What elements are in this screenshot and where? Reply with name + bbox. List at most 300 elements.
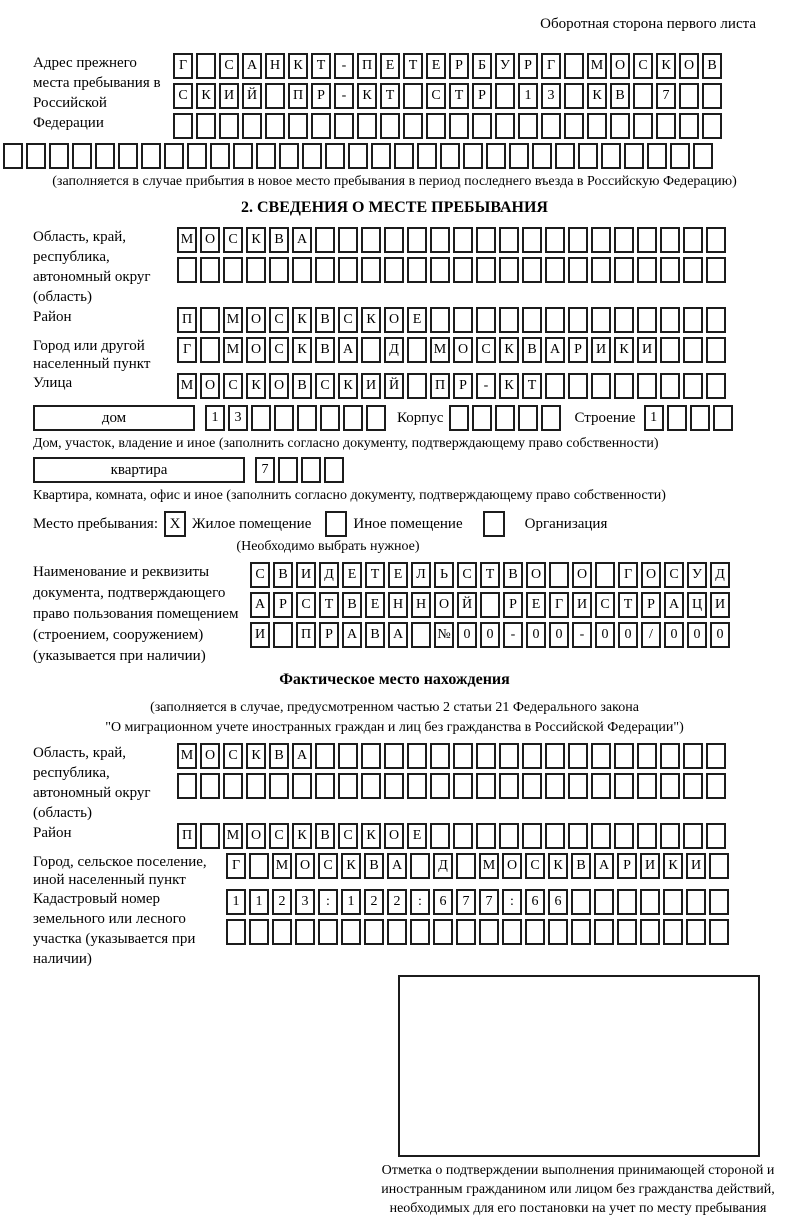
char-cell[interactable] <box>594 889 614 915</box>
char-cell[interactable] <box>348 143 368 169</box>
char-cell[interactable] <box>177 773 197 799</box>
char-cell[interactable]: 6 <box>548 889 568 915</box>
char-cell[interactable]: К <box>246 227 266 253</box>
char-cell[interactable] <box>614 823 634 849</box>
char-cell[interactable] <box>265 113 285 139</box>
char-cell[interactable] <box>660 337 680 363</box>
char-cell[interactable]: К <box>341 853 361 879</box>
char-cell[interactable] <box>667 405 687 431</box>
char-cell[interactable] <box>430 307 450 333</box>
char-cell[interactable] <box>683 773 703 799</box>
char-cell[interactable]: У <box>495 53 515 79</box>
char-cell[interactable] <box>683 823 703 849</box>
char-cell[interactable]: О <box>610 53 630 79</box>
char-cell[interactable] <box>453 773 473 799</box>
char-cell[interactable] <box>164 143 184 169</box>
char-cell[interactable]: Е <box>407 307 427 333</box>
char-cell[interactable]: М <box>177 743 197 769</box>
char-cell[interactable] <box>614 743 634 769</box>
char-cell[interactable] <box>453 257 473 283</box>
char-cell[interactable] <box>338 257 358 283</box>
char-cell[interactable] <box>545 743 565 769</box>
char-cell[interactable]: М <box>223 337 243 363</box>
char-cell[interactable]: В <box>503 562 523 588</box>
char-cell[interactable]: 0 <box>710 622 730 648</box>
char-cell[interactable]: 2 <box>387 889 407 915</box>
char-cell[interactable]: С <box>525 853 545 879</box>
char-cell[interactable] <box>614 227 634 253</box>
char-cell[interactable]: Т <box>380 83 400 109</box>
char-cell[interactable]: К <box>663 853 683 879</box>
char-cell[interactable]: Е <box>407 823 427 849</box>
char-cell[interactable]: А <box>292 743 312 769</box>
char-cell[interactable]: 6 <box>433 889 453 915</box>
char-cell[interactable]: : <box>502 889 522 915</box>
char-cell[interactable] <box>278 457 298 483</box>
char-cell[interactable]: С <box>338 823 358 849</box>
char-cell[interactable] <box>219 113 239 139</box>
char-cell[interactable] <box>706 257 726 283</box>
char-cell[interactable] <box>656 113 676 139</box>
char-cell[interactable]: Г <box>226 853 246 879</box>
char-cell[interactable]: О <box>641 562 661 588</box>
char-cell[interactable]: А <box>342 622 362 648</box>
char-cell[interactable]: 1 <box>518 83 538 109</box>
char-cell[interactable]: О <box>200 743 220 769</box>
char-cell[interactable] <box>637 373 657 399</box>
char-cell[interactable] <box>564 83 584 109</box>
char-cell[interactable]: Й <box>384 373 404 399</box>
char-cell[interactable] <box>568 307 588 333</box>
char-cell[interactable] <box>430 773 450 799</box>
char-cell[interactable] <box>476 257 496 283</box>
char-cell[interactable]: М <box>177 373 197 399</box>
char-cell[interactable] <box>430 257 450 283</box>
char-cell[interactable]: Е <box>342 562 362 588</box>
char-cell[interactable] <box>295 919 315 945</box>
char-cell[interactable]: К <box>361 823 381 849</box>
char-cell[interactable] <box>315 227 335 253</box>
char-cell[interactable]: 0 <box>549 622 569 648</box>
char-cell[interactable]: В <box>342 592 362 618</box>
char-cell[interactable] <box>407 227 427 253</box>
char-cell[interactable]: 0 <box>595 622 615 648</box>
char-cell[interactable]: - <box>476 373 496 399</box>
char-cell[interactable]: Т <box>618 592 638 618</box>
char-cell[interactable] <box>522 823 542 849</box>
char-cell[interactable] <box>384 773 404 799</box>
char-cell[interactable] <box>495 83 515 109</box>
char-cell[interactable]: К <box>357 83 377 109</box>
char-cell[interactable]: 2 <box>272 889 292 915</box>
char-cell[interactable] <box>338 743 358 769</box>
char-cell[interactable]: В <box>315 337 335 363</box>
char-cell[interactable] <box>430 823 450 849</box>
char-cell[interactable]: Д <box>710 562 730 588</box>
char-cell[interactable] <box>640 889 660 915</box>
char-cell[interactable] <box>187 143 207 169</box>
char-cell[interactable] <box>472 113 492 139</box>
char-cell[interactable] <box>686 889 706 915</box>
char-cell[interactable] <box>499 743 519 769</box>
char-cell[interactable] <box>617 889 637 915</box>
char-cell[interactable]: О <box>200 227 220 253</box>
char-cell[interactable]: М <box>177 227 197 253</box>
char-cell[interactable] <box>341 919 361 945</box>
char-cell[interactable]: К <box>499 373 519 399</box>
char-cell[interactable] <box>226 919 246 945</box>
char-cell[interactable]: И <box>640 853 660 879</box>
char-cell[interactable]: В <box>365 622 385 648</box>
char-cell[interactable]: 0 <box>687 622 707 648</box>
char-cell[interactable]: 6 <box>525 889 545 915</box>
char-cell[interactable]: 0 <box>618 622 638 648</box>
char-cell[interactable] <box>693 143 713 169</box>
char-cell[interactable] <box>683 227 703 253</box>
char-cell[interactable] <box>384 257 404 283</box>
char-cell[interactable] <box>706 227 726 253</box>
char-cell[interactable] <box>407 773 427 799</box>
char-cell[interactable]: О <box>434 592 454 618</box>
char-cell[interactable] <box>301 457 321 483</box>
char-cell[interactable]: Г <box>549 592 569 618</box>
char-cell[interactable] <box>568 227 588 253</box>
char-cell[interactable] <box>200 823 220 849</box>
char-cell[interactable] <box>200 773 220 799</box>
char-cell[interactable]: Ц <box>687 592 707 618</box>
char-cell[interactable]: И <box>686 853 706 879</box>
char-cell[interactable] <box>200 307 220 333</box>
char-cell[interactable] <box>591 373 611 399</box>
char-cell[interactable] <box>430 743 450 769</box>
char-cell[interactable] <box>411 622 431 648</box>
char-cell[interactable] <box>709 919 729 945</box>
char-cell[interactable] <box>407 743 427 769</box>
char-cell[interactable] <box>223 257 243 283</box>
char-cell[interactable]: - <box>334 83 354 109</box>
char-cell[interactable]: В <box>610 83 630 109</box>
char-cell[interactable] <box>49 143 69 169</box>
char-cell[interactable]: А <box>242 53 262 79</box>
char-cell[interactable]: М <box>479 853 499 879</box>
char-cell[interactable] <box>548 919 568 945</box>
char-cell[interactable] <box>433 919 453 945</box>
char-cell[interactable] <box>637 307 657 333</box>
char-cell[interactable] <box>568 743 588 769</box>
char-cell[interactable]: К <box>292 307 312 333</box>
char-cell[interactable] <box>637 773 657 799</box>
char-cell[interactable] <box>706 307 726 333</box>
char-cell[interactable] <box>624 143 644 169</box>
char-cell[interactable]: И <box>250 622 270 648</box>
char-cell[interactable] <box>196 113 216 139</box>
char-cell[interactable] <box>595 562 615 588</box>
char-cell[interactable] <box>670 143 690 169</box>
char-cell[interactable]: Г <box>541 53 561 79</box>
char-cell[interactable]: Т <box>311 53 331 79</box>
char-cell[interactable] <box>660 743 680 769</box>
char-cell[interactable] <box>617 919 637 945</box>
char-cell[interactable]: П <box>430 373 450 399</box>
char-cell[interactable] <box>522 743 542 769</box>
char-cell[interactable]: Н <box>388 592 408 618</box>
char-cell[interactable]: Р <box>641 592 661 618</box>
char-cell[interactable]: 0 <box>664 622 684 648</box>
char-cell[interactable]: - <box>503 622 523 648</box>
char-cell[interactable]: Г <box>177 337 197 363</box>
char-cell[interactable]: С <box>296 592 316 618</box>
char-cell[interactable]: И <box>591 337 611 363</box>
char-cell[interactable]: К <box>548 853 568 879</box>
char-cell[interactable] <box>394 143 414 169</box>
char-cell[interactable] <box>591 227 611 253</box>
char-cell[interactable] <box>403 113 423 139</box>
char-cell[interactable] <box>384 743 404 769</box>
char-cell[interactable] <box>518 113 538 139</box>
char-cell[interactable] <box>545 307 565 333</box>
char-cell[interactable] <box>532 143 552 169</box>
char-cell[interactable] <box>683 307 703 333</box>
char-cell[interactable] <box>545 257 565 283</box>
char-cell[interactable]: А <box>594 853 614 879</box>
char-cell[interactable]: В <box>269 743 289 769</box>
char-cell[interactable] <box>614 257 634 283</box>
char-cell[interactable] <box>614 307 634 333</box>
char-cell[interactable] <box>679 113 699 139</box>
char-cell[interactable] <box>403 83 423 109</box>
char-cell[interactable] <box>601 143 621 169</box>
char-cell[interactable]: М <box>587 53 607 79</box>
char-cell[interactable]: К <box>614 337 634 363</box>
char-cell[interactable]: О <box>679 53 699 79</box>
char-cell[interactable]: И <box>219 83 239 109</box>
char-cell[interactable]: И <box>710 592 730 618</box>
char-cell[interactable]: В <box>522 337 542 363</box>
char-cell[interactable]: Е <box>526 592 546 618</box>
char-cell[interactable] <box>706 743 726 769</box>
char-cell[interactable] <box>318 919 338 945</box>
char-cell[interactable]: С <box>250 562 270 588</box>
char-cell[interactable] <box>233 143 253 169</box>
char-cell[interactable]: С <box>269 823 289 849</box>
char-cell[interactable] <box>453 743 473 769</box>
char-cell[interactable]: В <box>269 227 289 253</box>
char-cell[interactable] <box>251 405 271 431</box>
char-cell[interactable]: О <box>200 373 220 399</box>
char-cell[interactable]: 1 <box>341 889 361 915</box>
char-cell[interactable] <box>315 257 335 283</box>
char-cell[interactable] <box>26 143 46 169</box>
char-cell[interactable] <box>706 373 726 399</box>
char-cell[interactable] <box>272 919 292 945</box>
char-cell[interactable] <box>288 113 308 139</box>
char-cell[interactable]: Е <box>380 53 400 79</box>
char-cell[interactable] <box>633 83 653 109</box>
char-cell[interactable] <box>279 143 299 169</box>
char-cell[interactable] <box>173 113 193 139</box>
char-cell[interactable]: М <box>430 337 450 363</box>
char-cell[interactable]: П <box>288 83 308 109</box>
char-cell[interactable] <box>647 143 667 169</box>
char-cell[interactable] <box>361 743 381 769</box>
char-cell[interactable] <box>334 113 354 139</box>
char-cell[interactable] <box>249 919 269 945</box>
char-cell[interactable]: Д <box>433 853 453 879</box>
char-cell[interactable]: О <box>246 307 266 333</box>
char-cell[interactable] <box>364 919 384 945</box>
char-cell[interactable] <box>196 53 216 79</box>
char-cell[interactable]: : <box>318 889 338 915</box>
char-cell[interactable]: А <box>388 622 408 648</box>
char-cell[interactable]: Е <box>388 562 408 588</box>
char-cell[interactable] <box>456 919 476 945</box>
char-cell[interactable] <box>709 889 729 915</box>
char-cell[interactable] <box>449 405 469 431</box>
char-cell[interactable] <box>509 143 529 169</box>
char-cell[interactable] <box>568 257 588 283</box>
char-cell[interactable] <box>325 143 345 169</box>
char-cell[interactable] <box>594 919 614 945</box>
char-cell[interactable]: М <box>272 853 292 879</box>
char-cell[interactable] <box>453 227 473 253</box>
char-cell[interactable] <box>495 113 515 139</box>
char-cell[interactable]: С <box>315 373 335 399</box>
char-cell[interactable]: 7 <box>255 457 275 483</box>
char-cell[interactable] <box>453 823 473 849</box>
char-cell[interactable]: 3 <box>228 405 248 431</box>
char-cell[interactable] <box>407 337 427 363</box>
char-cell[interactable] <box>449 113 469 139</box>
char-cell[interactable]: О <box>384 307 404 333</box>
char-cell[interactable]: С <box>476 337 496 363</box>
char-cell[interactable] <box>522 257 542 283</box>
char-cell[interactable]: П <box>177 307 197 333</box>
char-cell[interactable] <box>713 405 733 431</box>
char-cell[interactable]: Й <box>242 83 262 109</box>
char-cell[interactable] <box>660 823 680 849</box>
char-cell[interactable]: 0 <box>526 622 546 648</box>
char-cell[interactable] <box>568 373 588 399</box>
char-cell[interactable] <box>706 823 726 849</box>
char-cell[interactable] <box>210 143 230 169</box>
char-cell[interactable]: П <box>177 823 197 849</box>
char-cell[interactable] <box>541 405 561 431</box>
char-cell[interactable]: О <box>384 823 404 849</box>
char-cell[interactable] <box>357 113 377 139</box>
char-cell[interactable] <box>637 743 657 769</box>
char-cell[interactable]: С <box>664 562 684 588</box>
char-cell[interactable] <box>683 743 703 769</box>
char-cell[interactable] <box>518 405 538 431</box>
char-cell[interactable] <box>663 889 683 915</box>
char-cell[interactable] <box>361 227 381 253</box>
char-cell[interactable]: - <box>572 622 592 648</box>
char-cell[interactable]: К <box>587 83 607 109</box>
char-cell[interactable] <box>361 773 381 799</box>
char-cell[interactable]: О <box>526 562 546 588</box>
char-cell[interactable] <box>95 143 115 169</box>
char-cell[interactable] <box>366 405 386 431</box>
char-cell[interactable]: 1 <box>644 405 664 431</box>
char-cell[interactable]: С <box>633 53 653 79</box>
char-cell[interactable] <box>591 257 611 283</box>
char-cell[interactable] <box>223 773 243 799</box>
char-cell[interactable] <box>683 337 703 363</box>
char-cell[interactable]: Г <box>173 53 193 79</box>
char-cell[interactable] <box>269 257 289 283</box>
char-cell[interactable]: 7 <box>656 83 676 109</box>
char-cell[interactable] <box>522 773 542 799</box>
char-cell[interactable] <box>463 143 483 169</box>
char-cell[interactable] <box>246 773 266 799</box>
char-cell[interactable]: Р <box>453 373 473 399</box>
char-cell[interactable]: А <box>292 227 312 253</box>
char-cell[interactable] <box>522 307 542 333</box>
char-cell[interactable] <box>706 773 726 799</box>
char-cell[interactable]: Н <box>265 53 285 79</box>
char-cell[interactable] <box>587 113 607 139</box>
char-cell[interactable] <box>660 257 680 283</box>
char-cell[interactable]: С <box>223 373 243 399</box>
char-cell[interactable] <box>640 919 660 945</box>
checkbox-zhiloe[interactable]: X <box>164 511 186 537</box>
char-cell[interactable]: 1 <box>249 889 269 915</box>
char-cell[interactable] <box>315 773 335 799</box>
char-cell[interactable]: О <box>295 853 315 879</box>
checkbox-org[interactable] <box>483 511 505 537</box>
char-cell[interactable]: К <box>246 373 266 399</box>
char-cell[interactable]: / <box>641 622 661 648</box>
char-cell[interactable] <box>476 227 496 253</box>
char-cell[interactable] <box>407 257 427 283</box>
char-cell[interactable] <box>610 113 630 139</box>
char-cell[interactable] <box>72 143 92 169</box>
char-cell[interactable]: А <box>250 592 270 618</box>
char-cell[interactable]: П <box>296 622 316 648</box>
char-cell[interactable]: 0 <box>457 622 477 648</box>
char-cell[interactable] <box>480 592 500 618</box>
char-cell[interactable] <box>118 143 138 169</box>
char-cell[interactable]: К <box>338 373 358 399</box>
char-cell[interactable] <box>410 919 430 945</box>
char-cell[interactable] <box>141 143 161 169</box>
char-cell[interactable]: Р <box>449 53 469 79</box>
char-cell[interactable]: Д <box>384 337 404 363</box>
char-cell[interactable] <box>3 143 23 169</box>
char-cell[interactable]: 2 <box>364 889 384 915</box>
char-cell[interactable]: Т <box>522 373 542 399</box>
char-cell[interactable]: С <box>173 83 193 109</box>
char-cell[interactable] <box>549 562 569 588</box>
char-cell[interactable]: Т <box>449 83 469 109</box>
char-cell[interactable] <box>453 307 473 333</box>
char-cell[interactable] <box>660 227 680 253</box>
char-cell[interactable] <box>702 83 722 109</box>
char-cell[interactable] <box>499 773 519 799</box>
char-cell[interactable] <box>686 919 706 945</box>
char-cell[interactable] <box>499 227 519 253</box>
char-cell[interactable]: О <box>246 823 266 849</box>
char-cell[interactable]: В <box>315 307 335 333</box>
char-cell[interactable]: 1 <box>205 405 225 431</box>
char-cell[interactable] <box>269 773 289 799</box>
char-cell[interactable] <box>571 919 591 945</box>
char-cell[interactable] <box>380 113 400 139</box>
char-cell[interactable]: В <box>571 853 591 879</box>
char-cell[interactable] <box>568 823 588 849</box>
char-cell[interactable] <box>486 143 506 169</box>
char-cell[interactable] <box>407 373 427 399</box>
